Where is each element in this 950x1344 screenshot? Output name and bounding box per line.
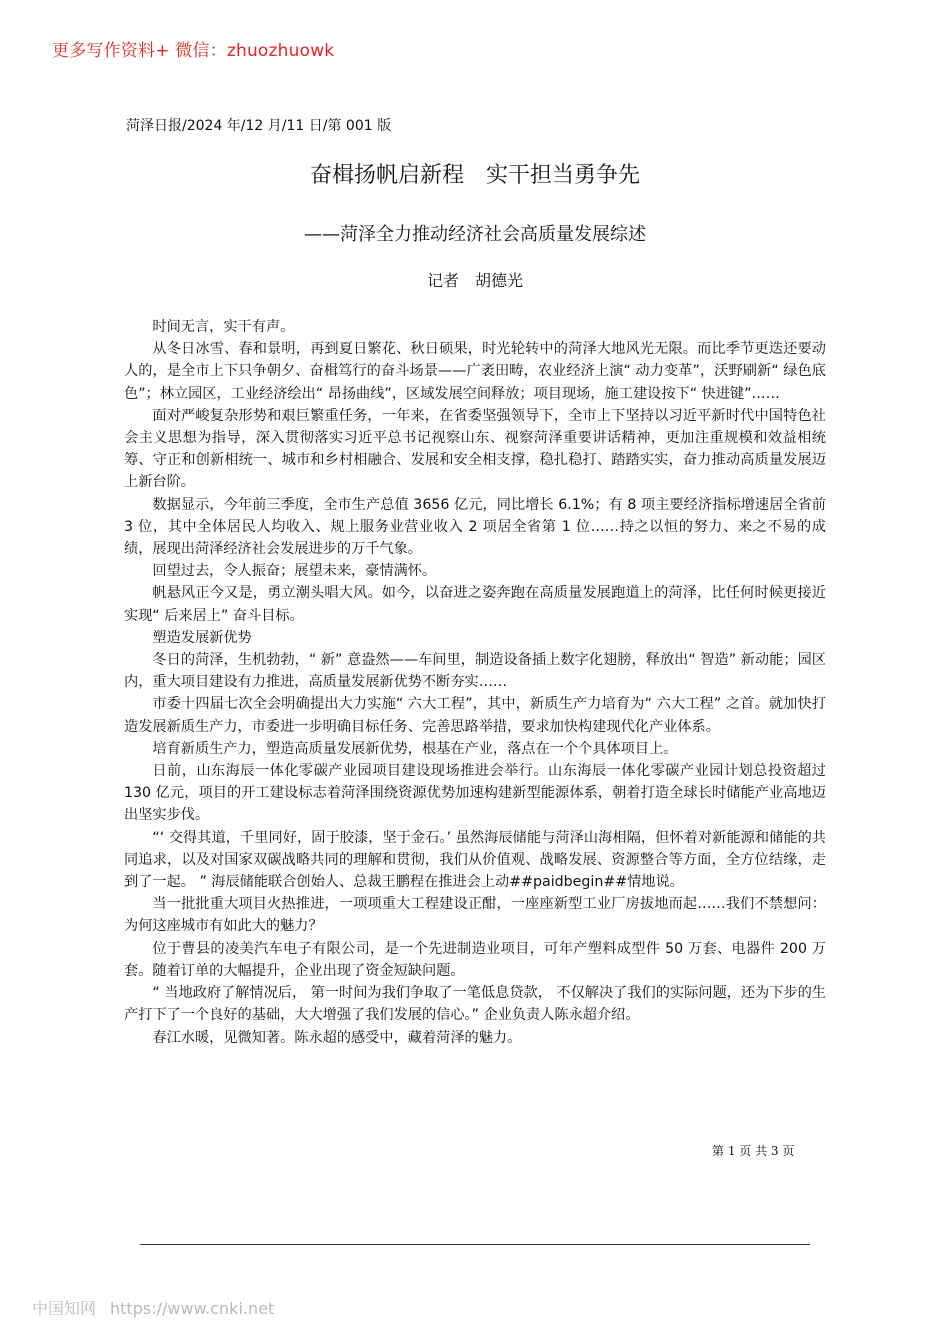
paragraph: 数据显示，今年前三季度，全市生产总值 3656 亿元，同比增长 6.1%；有 8 项主要经济指标增速居全省前 3 位，其中全体居民人均收入、规上服务业营业收入 2 项居全省第 1 位……持之以恒的努力、来之不易的成绩，展现出菏泽经济社会发展进步的万千气象。 bbox=[124, 496, 826, 558]
paragraph: “‘ 交得其道，千里同好，固于胶漆，坚于金石。’ 虽然海辰储能与菏泽山海相隔，但怀着对新能源和储能的共同追求，以及对国家双碳战略共同的理解和贯彻，我们从价值观、战略发展、资源整合等方面，全方位结缘，走到了一起。 ” 海辰储能联合创始人、总裁王鹏程在推进会上动##paidbegin##情地说。 bbox=[124, 829, 826, 891]
article-body bbox=[124, 316, 826, 1049]
promo-banner: 更多写作资料+ 微信：zhuozhuowk bbox=[52, 41, 335, 61]
page-number: 第 1 页 共 3 页 bbox=[712, 1144, 795, 1158]
paragraph: 位于曹县的凌美汽车电子有限公司，是一个先进制造业项目，可年产塑料成型件 50 万套、电器件 200 万套。随着订单的大幅提升，企业出现了资金短缺问题。 bbox=[124, 940, 826, 979]
paragraph: 当一批批重大项目火热推进，一项项重大工程建设正酣，一座座新型工业厂房拔地而起……我们不禁想问：为何这座城市有如此大的魅力？ bbox=[124, 896, 826, 935]
article-title: 奋楫扬帆启新程 实干担当勇争先 bbox=[309, 163, 640, 188]
watermark-url: https://www.cnki.net bbox=[110, 1299, 275, 1318]
article-subtitle: ——菏泽全力推动经济社会高质量发展综述 bbox=[304, 224, 646, 245]
paragraph: 春江水暖，见微知著。陈永超的感受中，藏着菏泽的魅力。 bbox=[152, 1029, 522, 1046]
paragraph: “ 当地政府了解情况后， 第一时间为我们争取了一笔低息贷款， 不仅解决了我们的实际问题，还为下步的生产打下了一个良好的基础，大大增强了我们发展的信心。” 企业负责人陈永超介绍。 bbox=[124, 985, 826, 1024]
paragraph: 日前，山东海辰一体化零碳产业园项目建设现场推进会举行。山东海辰一体化零碳产业园计划总投资超过 130 亿元，项目的开工建设标志着菏泽围绕资源优势加速构建新型能源体系，朝着打造全球长时储能产业高地迈出坚实步伐。 bbox=[124, 763, 826, 824]
watermark-brand: 中国知网 bbox=[32, 1299, 97, 1318]
footer-divider bbox=[140, 1244, 810, 1245]
paragraph: 面对严峻复杂形势和艰巨繁重任务，一年来，在省委坚强领导下，全市上下坚持以习近平新时代中国特色社会主义思想为指导，深入贯彻落实习近平总书记视察山东、视察菏泽重要讲话精神，更加注重规模和效益相统筹、守正和创新相统一、城市和乡村相融合、发展和安全相支撑，稳扎稳打、踏踏实实，奋力推动高质量发展迈上新台阶。 bbox=[124, 407, 826, 491]
paragraph: 从冬日冰雪、春和景明，再到夏日繁花、秋日硕果，时光轮转中的菏泽大地风光无限。而比季节更迭还要动人的，是全市上下只争朝夕、奋楫笃行的奋斗场景——广袤田畴，农业经济上演“ 动力变革”，沃野刷新“ 绿色底色”；林立园区，工业经济绘出“ 昂扬曲线”，区域发展空间释放；项目现场，施工建设按下“ 快进键”…… bbox=[124, 341, 826, 402]
paragraph: 帆悬风正今又是，勇立潮头唱大风。如今，以奋进之姿奔跑在高质量发展跑道上的菏泽，比任何时候更接近实现“ 后来居上” 奋斗目标。 bbox=[124, 585, 826, 624]
paragraph: 回望过去，令人振奋；展望未来，豪情满怀。 bbox=[152, 563, 437, 580]
paragraph: 冬日的菏泽，生机勃勃，“ 新” 意盎然——车间里，制造设备插上数字化翅膀，释放出“ 智造” 新动能；园区内，重大项目建设有力推进，高质量发展新优势不断夯实…… bbox=[124, 652, 826, 691]
paragraph: 时间无言，实干有声。 bbox=[152, 319, 295, 335]
paragraph: 市委十四届七次全会明确提出大力实施“ 六大工程”，其中，新质生产力培育为“ 六大工程” 之首。就加快打造发展新质生产力，市委进一步明确目标任务、完善思路举措，要求加快构建现代化产业体系。 bbox=[124, 696, 826, 735]
article-author: 记者 胡德光 bbox=[426, 271, 523, 290]
source-meta: 菏泽日报/2024 年/12 月/11 日/第 001 版 bbox=[126, 118, 392, 134]
paragraph: 培育新质生产力，塑造高质量发展新优势，根基在产业，落点在一个个具体项目上。 bbox=[152, 740, 678, 757]
section-heading: 塑造发展新优势 bbox=[152, 629, 252, 646]
cnki-watermark bbox=[32, 1296, 274, 1319]
